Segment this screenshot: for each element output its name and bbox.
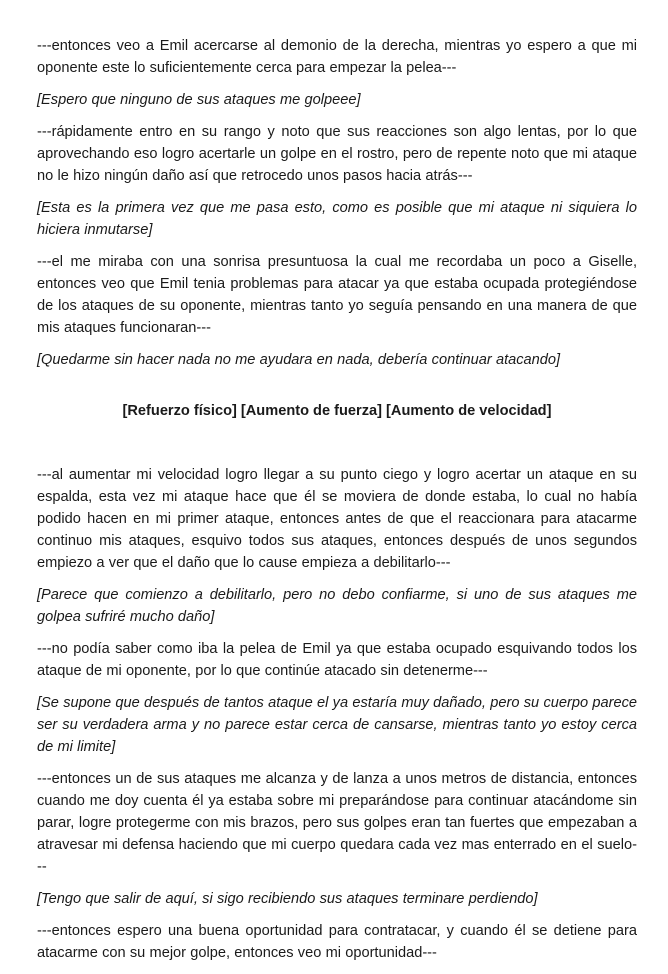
narration-paragraph: ---entonces un de sus ataques me alcanza y de lanza a unos metros de distancia, entonces cuando me doy cuenta él ya estaba sobre mi preparándose para continuar atacándome sin parar, logre protegerme con mis brazos, pero sus golpes eran tan fuertes que empezaban a atravesar mi defensa haciendo que mi cuerpo quedara cada vez mas enterrado en el suelo--- <box>37 771 637 875</box>
thought-paragraph: [Tengo que salir de aquí, si sigo recibiendo sus ataques terminare perdiendo] <box>37 891 538 907</box>
skills-heading: [Refuerzo físico] [Aumento de fuerza] [Aumento de velocidad] <box>122 403 552 419</box>
narration-paragraph: ---al aumentar mi velocidad logro llegar a su punto ciego y logro acertar un ataque en su espalda, esta vez mi ataque hace que él se moviera de donde estaba, lo cual no había podido hacen en mi primer ataque, entonces antes de que el reaccionara para atacarme continuo mis ataques, esquivo todos sus ataques, entonces después de unos segundos empiezo a ver que el daño que lo cause empieza a debilitarlo--- <box>37 467 637 571</box>
thought-paragraph: [Esta es la primera vez que me pasa esto, como es posible que mi ataque ni siquiera lo hiciera inmutarse] <box>37 200 637 238</box>
thought-paragraph: [Espero que ninguno de sus ataques me golpeee] <box>37 92 361 108</box>
narration-paragraph: ---entonces espero una buena oportunidad para contratacar, y cuando él se detiene para atacarme con su mejor golpe, entonces veo mi oportunidad--- <box>37 923 637 961</box>
thought-paragraph: [Parece que comienzo a debilitarlo, pero no debo confiarme, si uno de sus ataques me golpea sufriré mucho daño] <box>37 587 637 625</box>
document-page <box>37 35 637 974</box>
narration-paragraph: ---rápidamente entro en su rango y noto que sus reacciones son algo lentas, por lo que aprovechando eso logro acertarle un golpe en el rostro, pero de repente noto que mi ataque no le hizo ningún daño así que retrocedo unos pasos hacia atrás--- <box>37 124 637 184</box>
narration-paragraph: ---entonces veo a Emil acercarse al demonio de la derecha, mientras yo espero a que mi oponente este lo suficientemente cerca para empezar la pelea--- <box>37 38 637 76</box>
narration-paragraph: ---no podía saber como iba la pelea de Emil ya que estaba ocupado esquivando todos los ataque de mi oponente, por lo que continúe atacado sin detenerme--- <box>37 641 637 679</box>
thought-paragraph: [Se supone que después de tantos ataque el ya estaría muy dañado, pero su cuerpo parece ser su verdadera arma y no parece estar cerca de cansarse, mientras tanto yo estoy cerca de mi limite] <box>37 695 637 755</box>
narration-paragraph: ---el me miraba con una sonrisa presuntuosa la cual me recordaba un poco a Giselle, entonces veo que Emil tenia problemas para atacar ya que estaba ocupada protegiéndose de los ataques de su oponente, mientras tanto yo seguía pensando en una manera de que mis ataques funcionaran--- <box>37 254 637 336</box>
thought-paragraph: [Quedarme sin hacer nada no me ayudara en nada, debería continuar atacando] <box>37 352 561 368</box>
